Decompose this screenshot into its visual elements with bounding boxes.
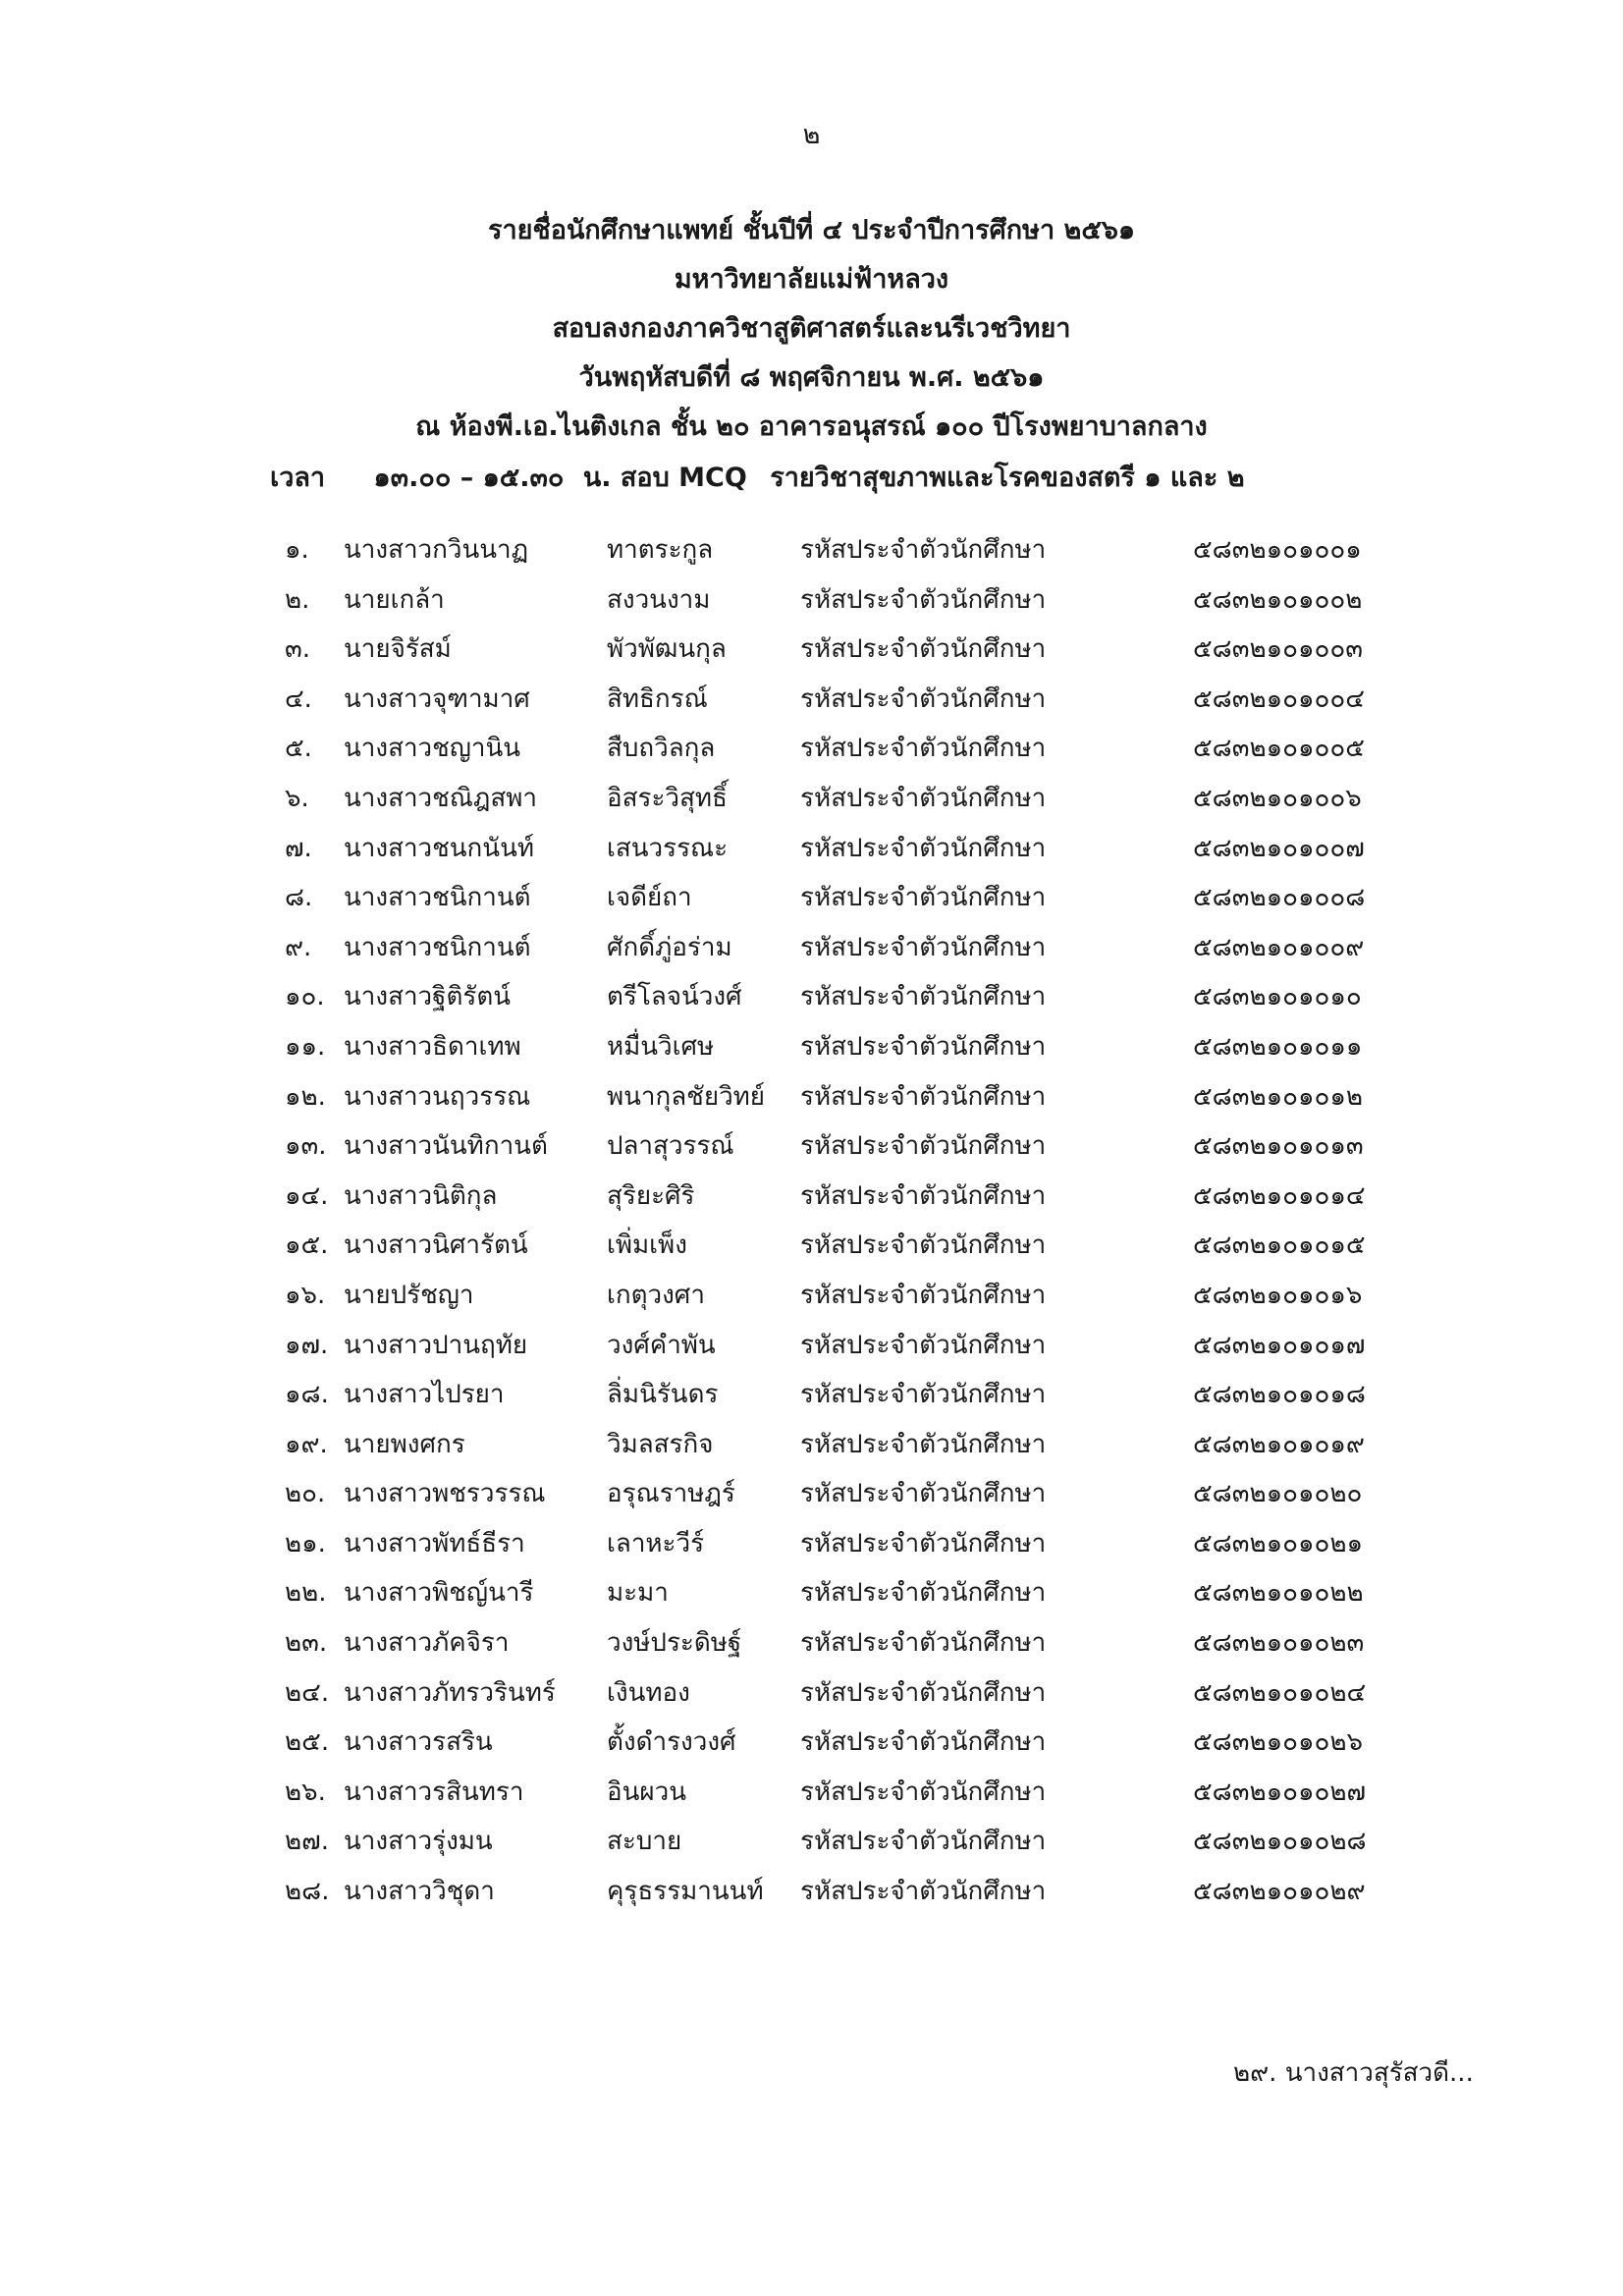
student-number: ๔. [285, 683, 312, 714]
student-first-name: นายปรัชญา [344, 1280, 474, 1310]
student-row [0, 1461, 1623, 1511]
student-row [0, 1065, 1623, 1115]
student-row [0, 1014, 1623, 1065]
student-id-label: รหัสประจำตัวนักศึกษา [800, 982, 1047, 1012]
student-number: ๑๔. [285, 1180, 329, 1211]
student-id: ๕๘๓๒๑๐๑๐๐๑ [1193, 535, 1362, 565]
student-id-label: รหัสประจำตัวนักศึกษา [800, 783, 1047, 813]
student-row [0, 1412, 1623, 1462]
student-id: ๕๘๓๒๑๐๑๐๑๓ [1193, 1131, 1364, 1162]
student-row [0, 1313, 1623, 1363]
student-id-label: รหัสประจำตัวนักศึกษา [800, 1877, 1047, 1907]
student-id-label: รหัสประจำตัวนักศึกษา [800, 584, 1047, 615]
student-id-label: รหัสประจำตัวนักศึกษา [800, 634, 1047, 665]
student-id-label: รหัสประจำตัวนักศึกษา [800, 1528, 1047, 1558]
student-row [0, 1560, 1623, 1611]
student-first-name: นางสาวนิติกุล [344, 1180, 498, 1211]
continuation-note: ๒๙. นางสาวสุรัสวดี... [1233, 2058, 1474, 2088]
student-last-name: ตรีโลจน์วงศ์ [607, 982, 742, 1012]
student-number: ๑๐. [285, 982, 325, 1012]
student-number: ๒๖. [285, 1777, 326, 1807]
student-first-name: นางสาวภัทรวรินทร์ [344, 1677, 556, 1708]
student-last-name: เจดีย์ถา [607, 883, 692, 913]
student-first-name: นางสาววิชุดา [344, 1877, 495, 1907]
document-heading [0, 206, 1623, 452]
student-first-name: นางสาวรุ่งมน [344, 1827, 493, 1857]
student-number: ๒๐. [285, 1479, 326, 1509]
student-number: ๑. [285, 535, 309, 565]
student-last-name: สะบาย [607, 1827, 682, 1857]
heading-date: วันพฤหัสบดีที่ ๘ พฤศจิกายน พ.ศ. ๒๕๖๑ [578, 362, 1045, 393]
student-id-label: รหัสประจำตัวนักศึกษา [800, 1727, 1047, 1758]
student-number: ๙. [285, 932, 312, 962]
heading-university: มหาวิทยาลัยแม่ฟ้าหลวง [674, 264, 949, 295]
student-last-name: เพิ่มเพ็ง [607, 1230, 687, 1261]
student-id-label: รหัสประจำตัวนักศึกษา [800, 1777, 1047, 1807]
student-row [0, 1511, 1623, 1561]
student-id-label: รหัสประจำตัวนักศึกษา [800, 535, 1047, 565]
student-first-name: นายพงศกร [344, 1429, 465, 1459]
student-row [0, 1263, 1623, 1313]
student-first-name: นางสาวนันทิกานต์ [344, 1131, 548, 1162]
student-first-name: นางสาวนิศารัตน์ [344, 1230, 528, 1261]
student-last-name: อิสระวิสุทธิ์ [607, 783, 728, 813]
student-row [0, 1710, 1623, 1760]
student-number: ๒๔. [285, 1677, 330, 1708]
student-row [0, 667, 1623, 717]
student-id: ๕๘๓๒๑๐๑๐๒๑ [1193, 1528, 1364, 1558]
student-id-label: รหัสประจำตัวนักศึกษา [800, 1081, 1047, 1112]
student-first-name: นางสาวรสินทรา [344, 1777, 524, 1807]
student-number: ๑๒. [285, 1081, 326, 1112]
student-id-label: รหัสประจำตัวนักศึกษา [800, 1578, 1047, 1609]
heading-location: ณ ห้องพี.เอ.ไนติงเกล ชั้น ๒๐ อาคารอนุสรณ์ ๑๐๐ ปีโรงพยาบาลกลาง [415, 411, 1208, 442]
student-id: ๕๘๓๒๑๐๑๐๒๗ [1193, 1777, 1367, 1807]
student-row [0, 1859, 1623, 1909]
student-first-name: นางสาวชนิกานต์ [344, 932, 531, 962]
student-number: ๒๘. [285, 1877, 330, 1907]
student-id-label: รหัสประจำตัวนักศึกษา [800, 1380, 1047, 1410]
student-first-name: นางสาวธิดาเทพ [344, 1031, 521, 1062]
student-last-name: พัวพัฒนกุล [607, 634, 727, 665]
student-row [0, 1114, 1623, 1164]
student-id: ๕๘๓๒๑๐๑๐๐๓ [1193, 634, 1364, 665]
student-first-name: นางสาวพชรวรรณ [344, 1479, 546, 1509]
student-id: ๕๘๓๒๑๐๑๐๒๙ [1193, 1877, 1366, 1907]
student-row [0, 617, 1623, 667]
heading-title: รายชื่อนักศึกษาแพทย์ ชั้นปีที่ ๔ ประจำปีการศึกษา ๒๕๖๑ [487, 215, 1136, 246]
student-id: ๕๘๓๒๑๐๑๐๒๖ [1193, 1727, 1364, 1758]
student-last-name: ศักดิ์ภู่อร่าม [607, 932, 732, 962]
student-first-name: นางสาวจุฑามาศ [344, 683, 530, 714]
student-last-name: ทาตระกูล [607, 535, 714, 565]
student-last-name: หมื่นวิเศษ [607, 1031, 715, 1062]
student-first-name: นางสาวไปรยา [344, 1380, 505, 1410]
student-id-label: รหัสประจำตัวนักศึกษา [800, 883, 1047, 913]
student-number: ๓. [285, 634, 311, 665]
student-id-label: รหัสประจำตัวนักศึกษา [800, 734, 1047, 764]
student-id: ๕๘๓๒๑๐๑๐๐๗ [1193, 833, 1365, 863]
student-id: ๕๘๓๒๑๐๑๐๑๐ [1193, 982, 1362, 1012]
student-id: ๕๘๓๒๑๐๑๐๑๔ [1193, 1180, 1366, 1211]
student-list [0, 518, 1623, 1909]
student-row [0, 964, 1623, 1014]
exam-time-label: เวลา [270, 463, 326, 493]
student-id-label: รหัสประจำตัวนักศึกษา [800, 1031, 1047, 1062]
student-id: ๕๘๓๒๑๐๑๐๐๒ [1193, 584, 1363, 615]
student-last-name: อรุณราษฎร์ [607, 1479, 735, 1509]
student-number: ๒. [285, 584, 310, 615]
student-number: ๑๙. [285, 1429, 328, 1459]
student-id-label: รหัสประจำตัวนักศึกษา [800, 1677, 1047, 1708]
student-row [0, 518, 1623, 568]
student-first-name: นางสาวภัคจิรา [344, 1628, 510, 1659]
student-id-label: รหัสประจำตัวนักศึกษา [800, 932, 1047, 962]
student-number: ๒๑. [285, 1528, 326, 1558]
student-id: ๕๘๓๒๑๐๑๐๒๓ [1193, 1628, 1365, 1659]
student-row [0, 1760, 1623, 1810]
student-last-name: อินผวน [607, 1777, 686, 1807]
page-number: ๒ [802, 120, 821, 150]
student-row [0, 568, 1623, 618]
student-number: ๑๑. [285, 1031, 326, 1062]
student-last-name: เสนวรรณะ [607, 833, 729, 863]
student-last-name: วงศ์คำพัน [607, 1330, 716, 1360]
student-last-name: วงษ์ประดิษฐ์ [607, 1628, 742, 1659]
student-number: ๑๘. [285, 1380, 329, 1410]
student-id: ๕๘๓๒๑๐๑๐๐๕ [1193, 734, 1365, 764]
student-id-label: รหัสประจำตัวนักศึกษา [800, 1230, 1047, 1261]
student-id: ๕๘๓๒๑๐๑๐๐๘ [1193, 883, 1366, 913]
student-last-name: สืบถวิลกุล [607, 734, 716, 764]
student-id-label: รหัสประจำตัวนักศึกษา [800, 1280, 1047, 1310]
student-first-name: นางสาวกวินนาฏ [344, 535, 529, 565]
student-id: ๕๘๓๒๑๐๑๐๑๗ [1193, 1330, 1366, 1360]
student-id: ๕๘๓๒๑๐๑๐๑๖ [1193, 1280, 1363, 1310]
student-number: ๒๗. [285, 1827, 329, 1857]
student-id: ๕๘๓๒๑๐๑๐๒๘ [1193, 1827, 1367, 1857]
student-first-name: นางสาวชนกนันท์ [344, 833, 534, 863]
student-last-name: ลิ่มนิรันดร [607, 1380, 719, 1410]
student-id: ๕๘๓๒๑๐๑๐๑๑ [1193, 1031, 1363, 1062]
student-last-name: วิมลสรกิจ [607, 1429, 714, 1459]
student-last-name: เกตุวงศา [607, 1280, 705, 1310]
student-first-name: นางสาวชญานิน [344, 734, 521, 764]
exam-subject: รายวิชาสุขภาพและโรคของสตรี ๑ และ ๒ [770, 463, 1245, 493]
student-row [0, 1213, 1623, 1263]
student-id-label: รหัสประจำตัวนักศึกษา [800, 683, 1047, 714]
student-id-label: รหัสประจำตัวนักศึกษา [800, 1827, 1047, 1857]
student-number: ๑๕. [285, 1230, 329, 1261]
student-first-name: นางสาวชนิกานต์ [344, 883, 531, 913]
heading-department: สอบลงกองภาควิชาสูติศาสตร์และนรีเวชวิทยา [552, 313, 1071, 344]
student-first-name: นางสาวรสริน [344, 1727, 493, 1758]
student-last-name: สิทธิกรณ์ [607, 683, 708, 714]
student-number: ๖. [285, 783, 309, 813]
exam-time-line [270, 454, 1245, 503]
exam-time-range: ๑๓.๐๐ – ๑๕.๓๐ [373, 463, 565, 493]
exam-type: น. สอบ MCQ [582, 463, 747, 493]
student-first-name: นางสาวฐิติรัตน์ [344, 982, 511, 1012]
student-id: ๕๘๓๒๑๐๑๐๑๒ [1193, 1081, 1364, 1112]
student-last-name: สงวนงาม [607, 584, 711, 615]
student-id: ๕๘๓๒๑๐๑๐๑๙ [1193, 1429, 1365, 1459]
student-first-name: นางสาวชณิฎสพา [344, 783, 537, 813]
student-last-name: ตั้งดำรงวงศ์ [607, 1727, 736, 1758]
student-row [0, 766, 1623, 816]
student-number: ๑๖. [285, 1280, 326, 1310]
student-first-name: นายเกล้า [344, 584, 445, 615]
student-last-name: พนากุลชัยวิทย์ [607, 1081, 766, 1112]
student-row [0, 1362, 1623, 1412]
student-id: ๕๘๓๒๑๐๑๐๐๖ [1193, 783, 1362, 813]
student-id: ๕๘๓๒๑๐๑๐๑๘ [1193, 1380, 1366, 1410]
student-number: ๒๕. [285, 1727, 330, 1758]
student-last-name: มะมา [607, 1578, 669, 1609]
student-id-label: รหัสประจำตัวนักศึกษา [800, 1180, 1047, 1211]
student-id: ๕๘๓๒๑๐๑๐๐๔ [1193, 683, 1365, 714]
student-number: ๕. [285, 734, 312, 764]
student-first-name: นางสาวพัทธ์ธีรา [344, 1528, 525, 1558]
student-id-label: รหัสประจำตัวนักศึกษา [800, 1628, 1047, 1659]
student-number: ๒๓. [285, 1628, 328, 1659]
student-last-name: คุรุธรรมานนท์ [607, 1877, 764, 1907]
student-last-name: เงินทอง [607, 1677, 690, 1708]
student-first-name: นางสาวพิชญ์นารี [344, 1578, 534, 1609]
student-id-label: รหัสประจำตัวนักศึกษา [800, 1479, 1047, 1509]
student-last-name: สุริยะศิริ [607, 1180, 695, 1211]
student-last-name: เลาหะวีร์ [607, 1528, 705, 1558]
student-first-name: นางสาวนฤวรรณ [344, 1081, 531, 1112]
student-number: ๘. [285, 883, 313, 913]
student-id: ๕๘๓๒๑๐๑๐๑๕ [1193, 1230, 1366, 1261]
student-row [0, 1611, 1623, 1661]
student-id: ๕๘๓๒๑๐๑๐๐๙ [1193, 932, 1365, 962]
student-row [0, 816, 1623, 866]
student-id-label: รหัสประจำตัวนักศึกษา [800, 1330, 1047, 1360]
student-last-name: ปลาสุวรรณ์ [607, 1131, 734, 1162]
student-row [0, 1809, 1623, 1859]
student-id-label: รหัสประจำตัวนักศึกษา [800, 833, 1047, 863]
student-id-label: รหัสประจำตัวนักศึกษา [800, 1429, 1047, 1459]
student-row [0, 865, 1623, 915]
student-id: ๕๘๓๒๑๐๑๐๒๒ [1193, 1578, 1364, 1609]
student-row [0, 915, 1623, 965]
student-id: ๕๘๓๒๑๐๑๐๒๔ [1193, 1677, 1367, 1708]
student-first-name: นางสาวปานฤทัย [344, 1330, 528, 1360]
student-number: ๗. [285, 833, 312, 863]
student-number: ๑๓. [285, 1131, 327, 1162]
student-row [0, 716, 1623, 766]
student-number: ๑๗. [285, 1330, 329, 1360]
student-id-label: รหัสประจำตัวนักศึกษา [800, 1131, 1047, 1162]
student-first-name: นายจิรัสม์ [344, 634, 452, 665]
student-row [0, 1661, 1623, 1711]
student-row [0, 1164, 1623, 1214]
student-number: ๒๒. [285, 1578, 327, 1609]
student-id: ๕๘๓๒๑๐๑๐๒๐ [1193, 1479, 1363, 1509]
